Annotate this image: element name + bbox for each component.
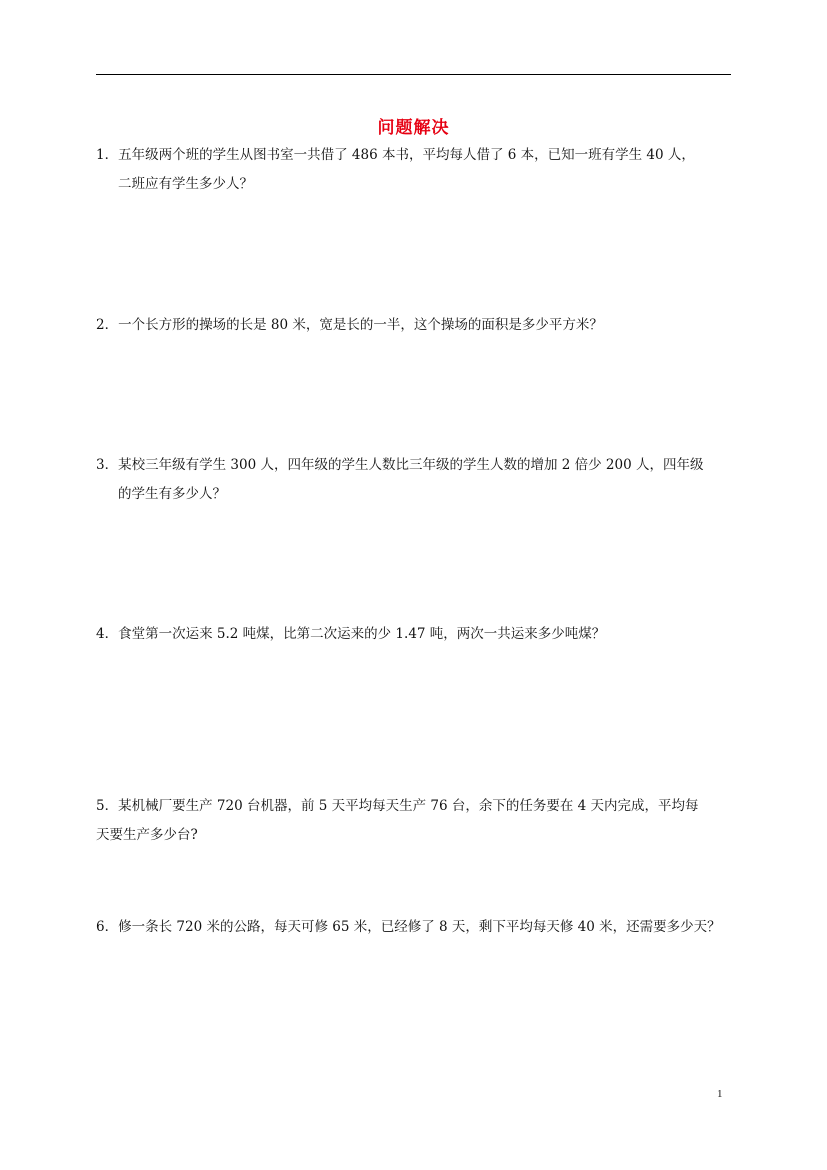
question-6 <box>96 913 736 942</box>
question-number: 4． <box>96 626 119 642</box>
question-number: 5． <box>96 798 119 814</box>
question-number: 6． <box>96 919 119 935</box>
question-number: 1． <box>96 147 119 163</box>
question-text-line: 食堂第一次运来 5.2 吨煤，比第二次运来的少 1.47 吨，两次一共运来多少吨煤？ <box>118 626 606 642</box>
question-1 <box>96 141 736 199</box>
question-text-line: 二班应有学生多少人？ <box>118 176 253 192</box>
question-number: 3． <box>96 457 119 473</box>
question-text-line: 某校三年级有学生 300 人，四年级的学生人数比三年级的学生人数的增加 2 倍少 200 人，四年级 <box>118 457 704 473</box>
question-4 <box>96 620 736 649</box>
question-text-line: 的学生有多少人？ <box>118 486 226 502</box>
question-text-line: 修一条长 720 米的公路，每天可修 65 米，已经修了 8 天，剩下平均每天修 40 米，还需要多少天？ <box>118 919 721 935</box>
question-2 <box>96 311 736 340</box>
question-5 <box>96 792 736 850</box>
question-3 <box>96 451 736 509</box>
question-text-line: 天要生产多少台? <box>96 827 198 843</box>
page-title: 问题解决 <box>377 118 450 138</box>
question-text-line: 五年级两个班的学生从图书室一共借了 486 本书，平均每人借了 6 本，已知一班有学生 40 人， <box>118 147 695 163</box>
question-text-line: 某机械厂要生产 720 台机器，前 5 天平均每天生产 76 台，余下的任务要在 4 天内完成，平均每 <box>118 798 699 814</box>
question-number: 2． <box>96 317 119 333</box>
page-number: 1 <box>717 1088 723 1100</box>
header-rule <box>96 74 731 75</box>
question-text-line: 一个长方形的操场的长是 80 米，宽是长的一半，这个操场的面积是多少平方米？ <box>118 317 603 333</box>
